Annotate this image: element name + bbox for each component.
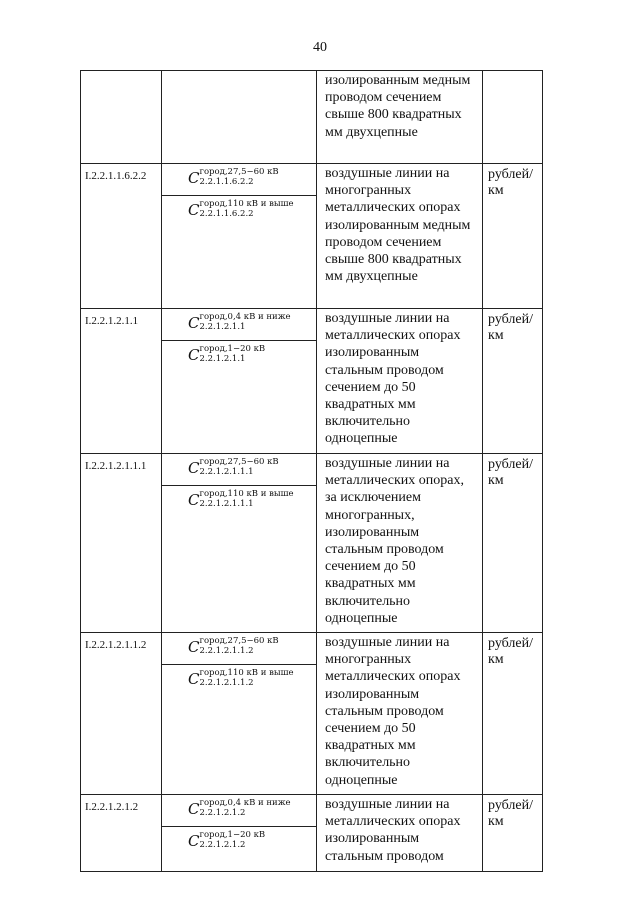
symbol-subscript: 2.2.1.1.6.2.2 <box>199 177 254 187</box>
symbol-superscript: город,27,5−60 кВ <box>199 457 279 467</box>
symbol-indices <box>199 457 278 477</box>
row-unit: рублей/км <box>483 454 543 633</box>
tariff-symbol <box>162 309 316 340</box>
row-code: I.2.2.1.2.1.1 <box>81 309 162 454</box>
symbol-letter: C <box>188 201 200 219</box>
row-unit: рублей/км <box>483 633 543 795</box>
table-row <box>81 164 543 309</box>
row-symbols <box>162 454 317 633</box>
symbol-indices <box>199 312 290 332</box>
row-unit: рублей/км <box>483 795 543 872</box>
symbol-letter: C <box>188 670 200 688</box>
table-row-continuation <box>81 71 543 164</box>
symbol-subscript: 2.2.1.2.1.1 <box>199 354 246 364</box>
row-symbols <box>162 71 317 164</box>
row-code: I.2.2.1.1.6.2.2 <box>81 164 162 309</box>
row-symbols <box>162 795 317 872</box>
symbol-indices <box>199 489 293 509</box>
row-symbols <box>162 633 317 795</box>
symbol-indices <box>199 668 293 688</box>
tariff-symbol <box>162 195 316 226</box>
tariff-table <box>80 70 543 872</box>
table-row <box>81 309 543 454</box>
symbol-subscript: 2.2.1.2.1.1.2 <box>199 646 254 656</box>
tariff-symbol <box>162 164 316 195</box>
tariff-symbol <box>162 454 316 485</box>
symbol-superscript: город,1−20 кВ <box>199 830 266 840</box>
row-description: изолированным медным проводом сечением свыше 800 квадратных мм двухцепные <box>317 71 483 164</box>
symbol-superscript: город,110 кВ и выше <box>199 489 294 499</box>
row-code <box>81 71 162 164</box>
symbol-indices <box>199 830 265 850</box>
symbol-superscript: город,0,4 кВ и ниже <box>199 798 291 808</box>
row-code: I.2.2.1.2.1.1.2 <box>81 633 162 795</box>
tariff-symbol <box>162 633 316 664</box>
row-description: воздушные линии на металлических опорах изолированным стальным проводом <box>317 795 483 872</box>
symbol-indices <box>199 167 278 187</box>
symbol-letter: C <box>188 169 200 187</box>
symbol-subscript: 2.2.1.2.1.1.1 <box>199 467 254 477</box>
symbol-letter: C <box>188 832 200 850</box>
symbol-letter: C <box>188 638 200 656</box>
symbol-subscript: 2.2.1.2.1.1.1 <box>199 499 254 509</box>
symbol-subscript: 2.2.1.2.1.2 <box>199 840 246 850</box>
row-description: воздушные линии на многогранных металлических опорах изолированным стальным проводом сечением до 50 квадратных мм включительно одноцепные <box>317 633 483 795</box>
row-description: воздушные линии на металлических опорах изолированным стальным проводом сечением до 50 квадратных мм включительно одноцепные <box>317 309 483 454</box>
symbol-superscript: город,1−20 кВ <box>199 344 266 354</box>
row-code: I.2.2.1.2.1.2 <box>81 795 162 872</box>
symbol-indices <box>199 636 278 656</box>
tariff-symbol <box>162 664 316 695</box>
symbol-subscript: 2.2.1.2.1.1 <box>199 322 246 332</box>
symbol-subscript: 2.2.1.2.1.1.2 <box>199 678 254 688</box>
table-row <box>81 795 543 872</box>
table-row <box>81 633 543 795</box>
symbol-superscript: город,110 кВ и выше <box>199 668 294 678</box>
tariff-symbol <box>162 340 316 371</box>
symbol-superscript: город,110 кВ и выше <box>199 199 294 209</box>
tariff-symbol <box>162 826 316 857</box>
row-unit <box>483 71 543 164</box>
row-unit: рублей/км <box>483 164 543 309</box>
symbol-indices <box>199 199 293 219</box>
symbol-letter: C <box>188 346 200 364</box>
symbol-superscript: город,27,5−60 кВ <box>199 167 279 177</box>
row-unit: рублей/км <box>483 309 543 454</box>
symbol-indices <box>199 344 265 364</box>
symbol-superscript: город,0,4 кВ и ниже <box>199 312 291 322</box>
row-description: воздушные линии на многогранных металлических опорах изолированным медным проводом сечением свыше 800 квадратных мм двухцепные <box>317 164 483 309</box>
row-description: воздушные линии на металлических опорах, за исключением многогранных, изолированным стальным проводом сечением до 50 квадратных мм включительно одноцепные <box>317 454 483 633</box>
symbol-subscript: 2.2.1.2.1.2 <box>199 808 246 818</box>
symbol-letter: C <box>188 459 200 477</box>
symbol-letter: C <box>188 314 200 332</box>
row-symbols <box>162 164 317 309</box>
tariff-symbol <box>162 485 316 516</box>
table-row <box>81 454 543 633</box>
symbol-superscript: город,27,5−60 кВ <box>199 636 279 646</box>
symbol-subscript: 2.2.1.1.6.2.2 <box>199 209 254 219</box>
page-number: 40 <box>313 40 327 55</box>
row-symbols <box>162 309 317 454</box>
symbol-letter: C <box>188 800 200 818</box>
row-code: I.2.2.1.2.1.1.1 <box>81 454 162 633</box>
symbol-indices <box>199 798 290 818</box>
tariff-symbol <box>162 795 316 826</box>
symbol-letter: C <box>188 491 200 509</box>
